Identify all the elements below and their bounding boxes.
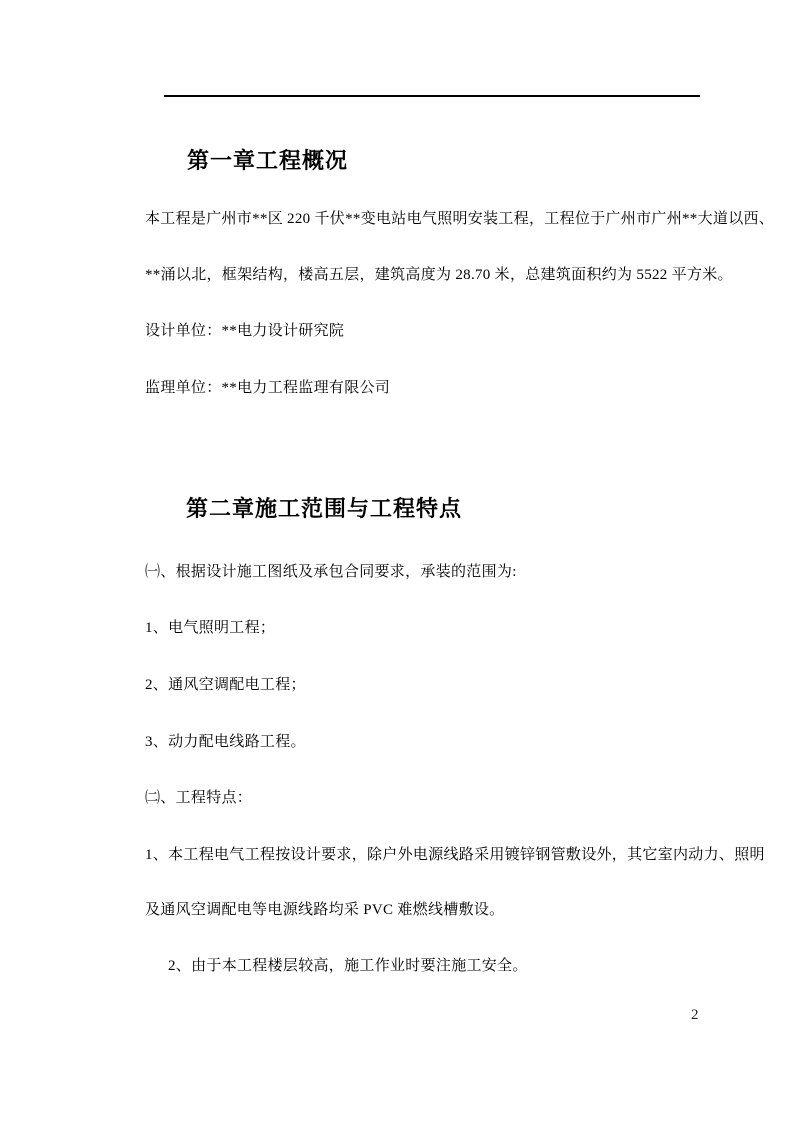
header-rule	[164, 95, 700, 97]
chapter1-heading: 第一章工程概况	[187, 148, 349, 173]
list-item: 3、动力配电线路工程。	[145, 734, 306, 750]
paragraph-line: 1、本工程电气工程按设计要求，除户外电源线路采用镀锌钢管敷设外，其它室内动力、照明	[145, 847, 765, 863]
paragraph-line: ㈡、工程特点：	[145, 790, 253, 806]
paragraph-line: 设计单位：**电力设计研究院	[145, 323, 345, 339]
paragraph-line: **涌以北，框架结构，楼高五层，建筑高度为 28.70 米，总建筑面积约为 5522 平方米。	[145, 267, 733, 283]
paragraph-line: 本工程是广州市**区 220 千伏**变电站电气照明安装工程，工程位于广州市广州**大道以西、	[145, 211, 775, 227]
list-item: 1、电气照明工程；	[145, 620, 276, 636]
paragraph-line: 及通风空调配电等电源线路均采 PVC 难燃线槽敷设。	[145, 902, 505, 918]
list-item: 2、通风空调配电工程；	[145, 677, 306, 693]
paragraph-line: ㈠、根据设计施工图纸及承包合同要求，承装的范围为:	[145, 564, 517, 580]
paragraph-line: 2、由于本工程楼层较高，施工作业时要注施工安全。	[168, 958, 528, 974]
paragraph-line: 监理单位：**电力工程监理有限公司	[145, 380, 391, 396]
page-number: 2	[691, 1007, 699, 1023]
chapter2-heading: 第二章施工范围与工程特点	[186, 496, 463, 521]
